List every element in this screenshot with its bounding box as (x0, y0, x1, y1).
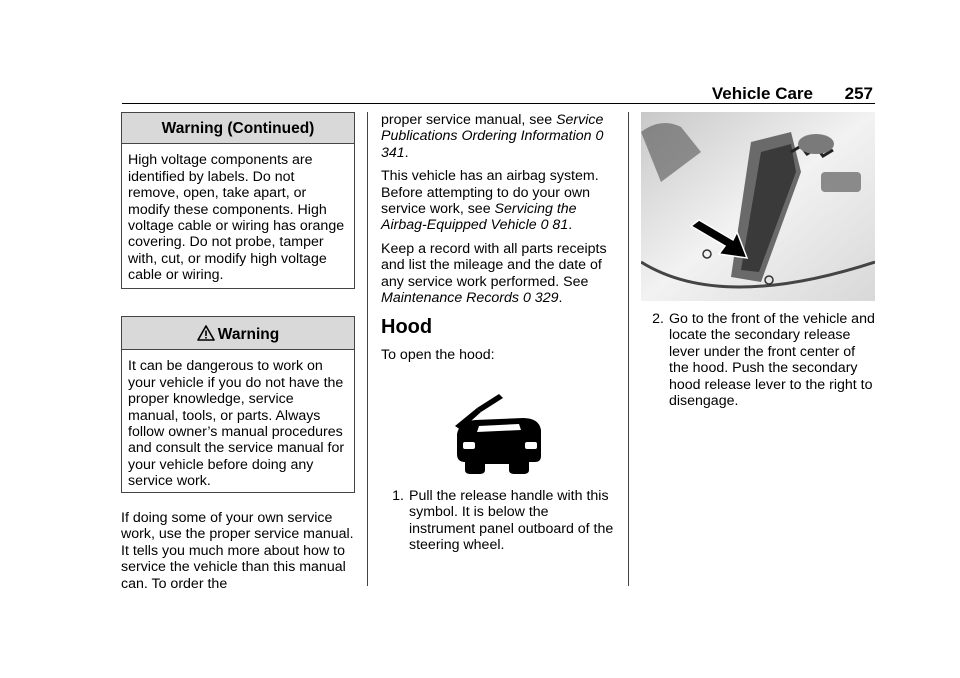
page-reference[interactable]: 0 341 (381, 128, 604, 161)
maintenance-records-link[interactable]: Maintenance Records (381, 290, 520, 307)
page-header (122, 84, 875, 104)
service-publications-link[interactable]: Service Publications Ordering Information (381, 112, 604, 145)
paragraph-text: Keep a record with all parts receipts and list the mileage and the date of any service work performed. See (381, 240, 607, 290)
page-reference[interactable]: 0 329 (522, 290, 559, 307)
paragraph-text: proper service manual, see (381, 112, 557, 128)
step-text: Go to the front of the vehicle and locate the secondary release lever under the front center of the hood. Push the secondary hood release lever to the right to disengage. (669, 311, 875, 410)
step-text: Pull the release handle with this symbol. It is below the instrument panel outboard of the steering wheel. (409, 487, 614, 554)
paragraph-text: This vehicle has an airbag system. Before attempting to do your own service work, see (381, 168, 599, 218)
body-paragraph (381, 112, 617, 161)
step-2 (641, 311, 875, 409)
secondary-hood-release-lever-photo (641, 112, 875, 301)
servicing-airbag-link[interactable]: Servicing the Airbag-Equipped Vehicle (381, 201, 577, 234)
warning-box-continued (121, 112, 355, 289)
column-2 (381, 112, 617, 554)
hood-open-car-icon (381, 386, 617, 478)
body-paragraph (381, 168, 617, 234)
paragraph-end: . (558, 290, 563, 307)
paragraph-end: . (568, 217, 573, 234)
warning-body: High voltage components are identified by labels. Do not remove, open, take apart, or modify these components. High voltage cable or wiring has orange covering. Do not probe, tamper with, cut, or modify high voltage cable or wiring. (128, 152, 345, 284)
column-divider (628, 112, 629, 586)
warning-body: It can be dangerous to work on your vehicle if you do not have the proper knowledge, service manual, tools, or parts. Always follow owner’s manual procedures and consult the service manual for your vehicle before doing any service work. (128, 358, 345, 490)
page-number: 257 (844, 84, 873, 103)
page-reference[interactable]: 0 81 (540, 217, 569, 234)
warning-title (122, 317, 354, 350)
intro-text: To open the hood: (381, 347, 495, 364)
paragraph-end: . (404, 144, 409, 161)
warning-title: Warning (Continued) (122, 113, 354, 144)
warning-triangle-icon (197, 325, 215, 341)
column-1 (121, 112, 355, 599)
section-heading: Hood (381, 316, 433, 339)
body-paragraph: If doing some of your own service work, use the proper service manual. It tells you much more about how to service the vehicle than this manual can. To order the (121, 510, 354, 592)
step-1 (381, 488, 617, 554)
warning-box (121, 316, 355, 493)
step-number: 1. (392, 487, 404, 504)
step-number: 2. (652, 311, 664, 327)
body-paragraph (381, 241, 617, 307)
warning-title-text: Warning (217, 326, 280, 343)
column-divider (367, 112, 368, 586)
column-3 (641, 112, 875, 409)
section-title: Vehicle Care (711, 84, 813, 103)
